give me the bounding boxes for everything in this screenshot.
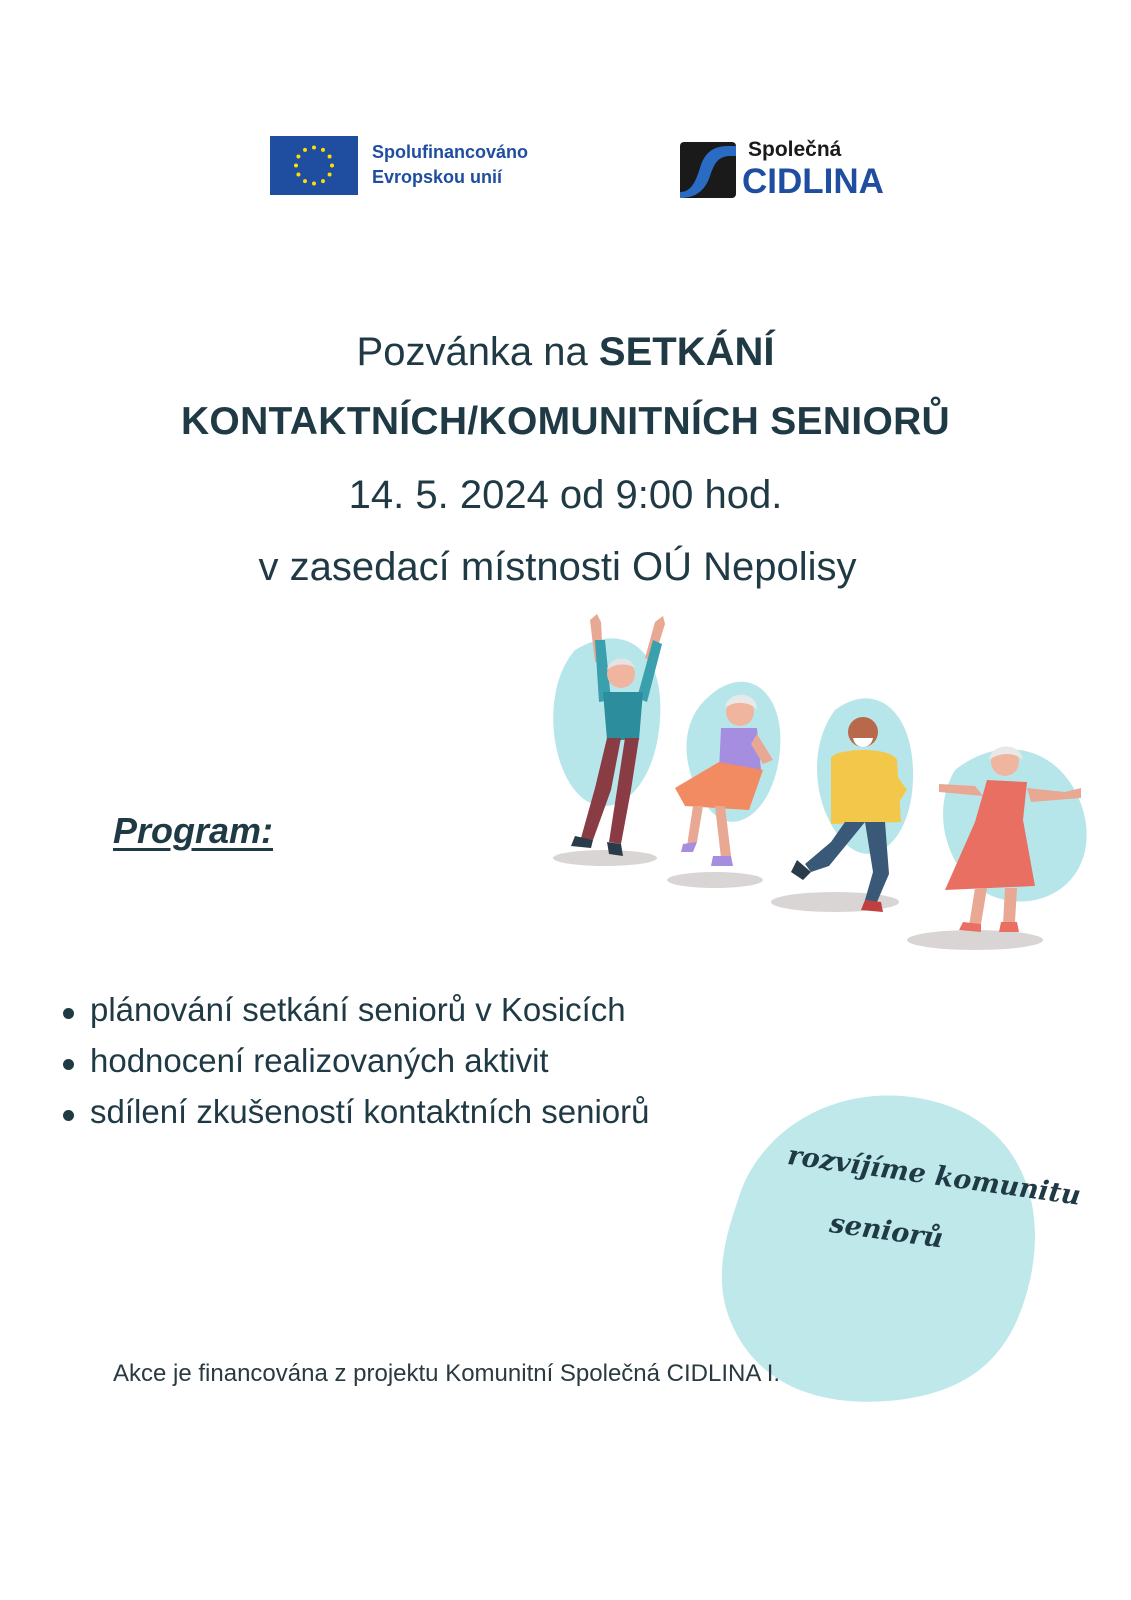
eu-star-icon: [303, 148, 307, 152]
eu-logo-line1: Spolufinancováno: [372, 142, 529, 162]
dancing-seniors-illustration: [535, 610, 1115, 980]
eu-cofunded-logo: [270, 136, 560, 198]
program-heading: Program:: [113, 810, 274, 851]
funding-note: Akce je financována z projektu Komunitní Společná CIDLINA I.: [113, 1360, 781, 1387]
cidlina-logo-small: Společná: [748, 138, 842, 161]
eu-star-icon: [303, 179, 307, 183]
spolecna-cidlina-logo: [678, 136, 918, 206]
eu-flag-icon: [270, 136, 358, 195]
headline-prefix: Pozvánka na: [356, 330, 599, 374]
eu-star-icon: [330, 164, 334, 168]
headline-line1: [0, 330, 1131, 375]
eu-logo-line2: Evropskou unií: [372, 167, 503, 187]
eu-star-icon: [328, 173, 332, 177]
cidlina-logo-big: CIDLINA: [742, 162, 884, 201]
eu-star-icon: [328, 155, 332, 159]
cidlina-wave-icon: [678, 140, 738, 200]
program-item: hodnocení realizovaných aktivit: [60, 1035, 650, 1086]
headline-bold: SETKÁNÍ: [598, 330, 775, 374]
eu-star-icon: [294, 164, 298, 168]
program-list: [60, 984, 650, 1137]
eu-star-icon: [296, 155, 300, 159]
eu-star-icon: [312, 146, 316, 150]
program-item: plánování setkání seniorů v Kosicích: [60, 984, 650, 1035]
program-item: sdílení zkušeností kontaktních seniorů: [60, 1086, 650, 1137]
slogan-line2: seniorů: [827, 1208, 946, 1255]
headline-line2: KONTAKTNÍCH/KOMUNITNÍCH SENIORŮ: [180, 400, 951, 443]
eu-star-icon: [312, 182, 316, 186]
slogan-line1: rozvíjíme komunitu: [785, 1140, 1083, 1212]
event-location: v zasedací místnosti OÚ Nepolisy: [258, 545, 857, 589]
eu-star-icon: [321, 148, 325, 152]
event-date: 14. 5. 2024 od 9:00 hod.: [348, 473, 783, 517]
eu-logo-text: [372, 140, 528, 190]
eu-star-icon: [321, 179, 325, 183]
eu-star-icon: [296, 173, 300, 177]
